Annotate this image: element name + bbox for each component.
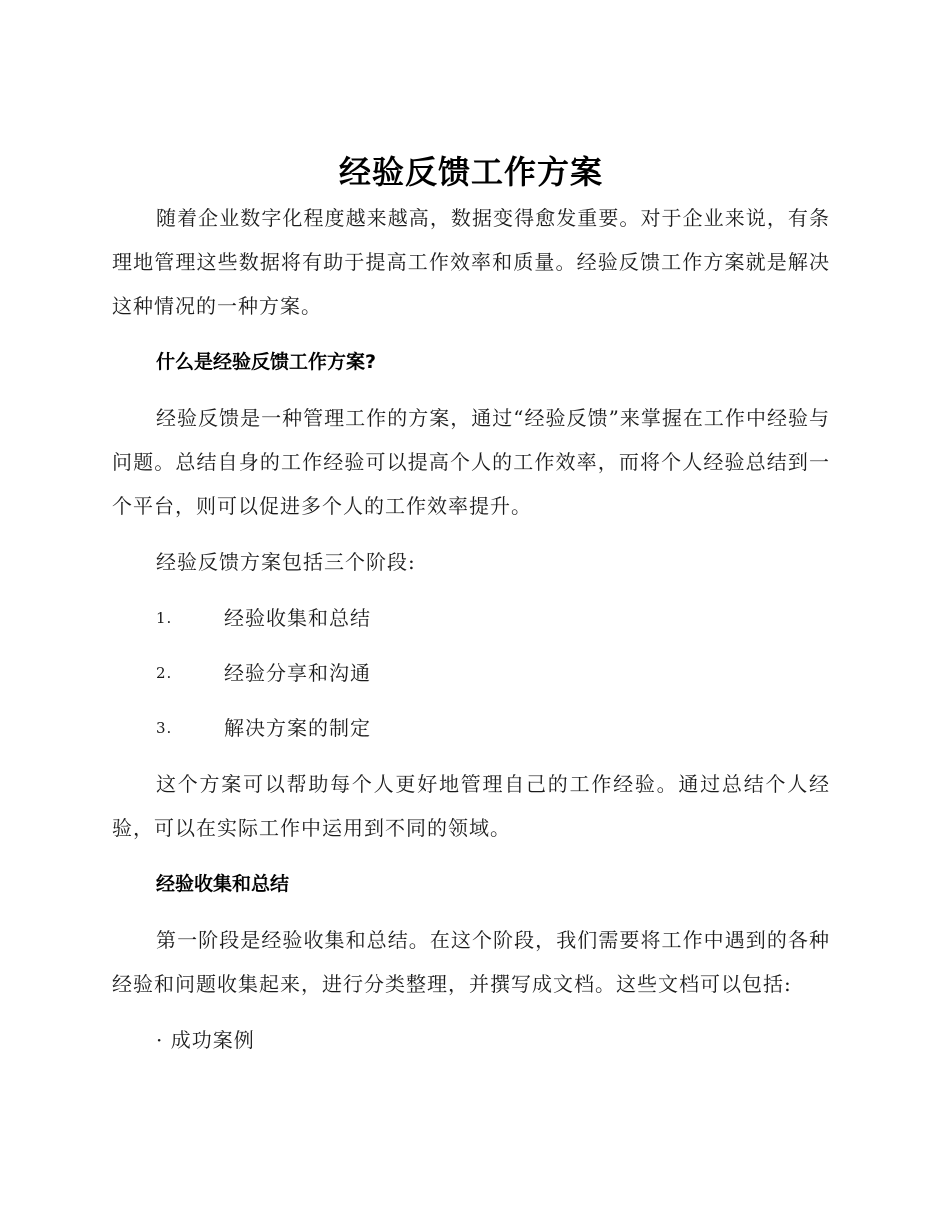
list-number: 3.	[156, 719, 173, 737]
list-text: 解决方案的制定	[224, 716, 371, 740]
bullet-item: · 成功案例	[156, 1028, 255, 1052]
stages-intro: 经验反馈方案包括三个阶段:	[156, 550, 416, 574]
list-text: 经验收集和总结	[224, 606, 371, 630]
list-item	[112, 651, 830, 695]
list-number: 1.	[156, 609, 173, 627]
list-item	[112, 706, 830, 750]
list-text: 经验分享和沟通	[224, 661, 371, 685]
section-heading-collection: 经验收集和总结	[156, 873, 290, 895]
list-item	[112, 596, 830, 640]
document-body	[112, 148, 830, 1062]
list-number: 2.	[156, 664, 173, 682]
intro-paragraph: 随着企业数字化程度越来越高，数据变得愈发重要。对于企业来说，有条理地管理这些数据将有助于提高工作效率和质量。经验反馈工作方案就是解决这种情况的一种方案。	[112, 206, 830, 318]
collection-paragraph: 第一阶段是经验收集和总结。在这个阶段，我们需要将工作中遇到的各种经验和问题收集起来，进行分类整理，并撰写成文档。这些文档可以包括:	[112, 928, 830, 996]
definition-paragraph: 经验反馈是一种管理工作的方案，通过“经验反馈”来掌握在工作中经验与问题。总结自身的工作经验可以提高个人的工作效率，而将个人经验总结到一个平台，则可以促进多个人的工作效率提升。	[112, 406, 830, 518]
closing-paragraph: 这个方案可以帮助每个人更好地管理自己的工作经验。通过总结个人经验，可以在实际工作中运用到不同的领域。	[112, 772, 830, 840]
section-heading-what-is: 什么是经验反馈工作方案?	[156, 351, 377, 373]
stages-list	[112, 596, 830, 750]
document-title: 经验反馈工作方案	[338, 153, 603, 191]
